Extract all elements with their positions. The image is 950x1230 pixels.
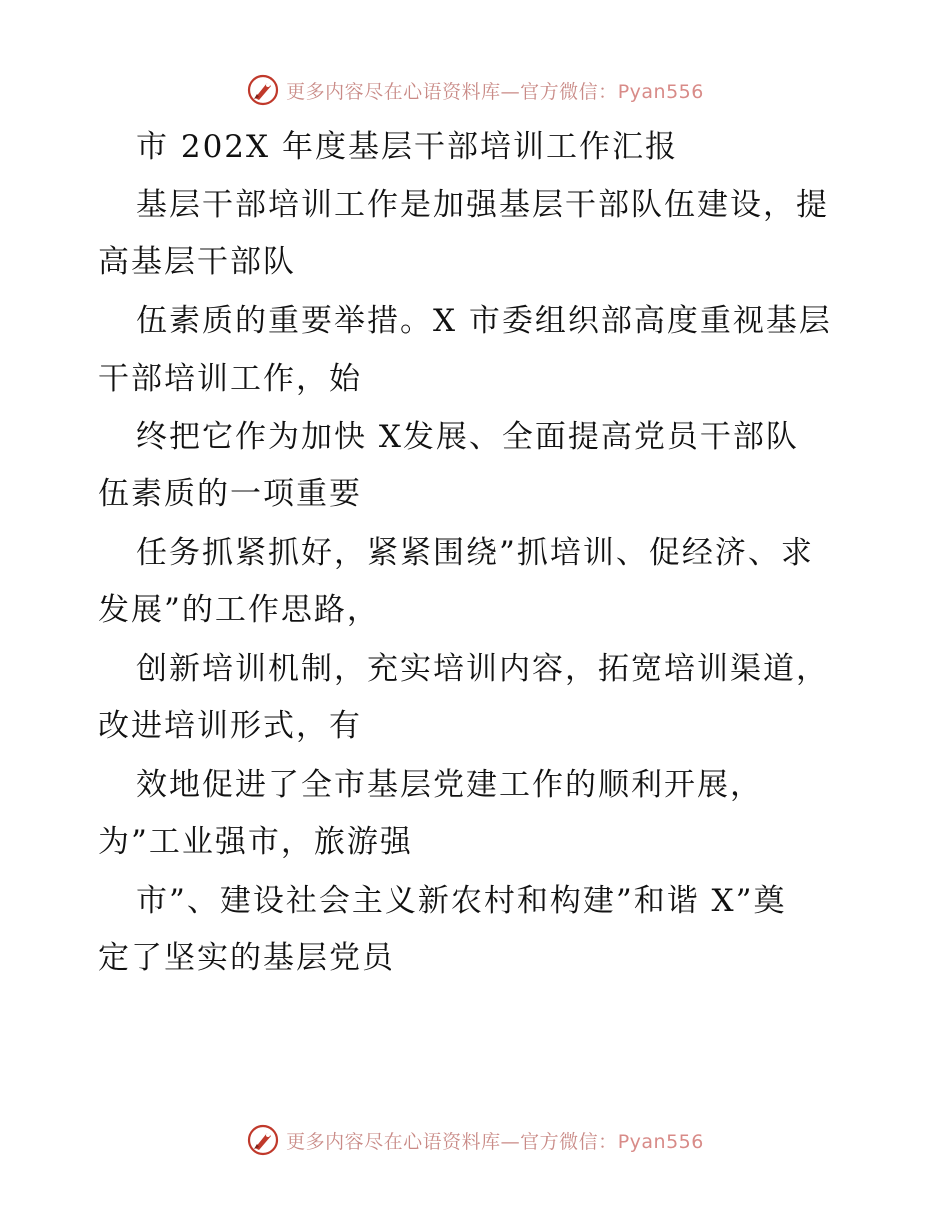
paragraph-line: 高基层干部队: [98, 244, 296, 280]
paragraph-line: 发展”的工作思路，: [98, 592, 380, 628]
paragraph-line: 改进培训形式，有: [98, 708, 362, 744]
paragraph-line: 定了坚实的基层党员: [98, 940, 395, 976]
watermark-brand-text: 更多内容尽在心语资料库: [286, 1130, 501, 1153]
paragraph-line: 市”、建设社会主义新农村和构建”和谐 X”奠: [136, 883, 787, 919]
watermark-official-label: 官方微信：: [520, 80, 618, 103]
watermark-account: Pyan556: [617, 1130, 704, 1153]
pen-nib-logo-icon: [246, 1123, 280, 1157]
watermark-separator: —: [500, 80, 521, 103]
paragraph-line: 任务抓紧抓好，紧紧围绕”抓培训、促经济、求: [136, 535, 814, 571]
paragraph-line: 效地促进了全市基层党建工作的顺利开展，: [136, 767, 763, 803]
paragraph-line: 干部培训工作，始: [98, 361, 362, 397]
footer-watermark: [0, 1120, 950, 1160]
watermark-official-label: 官方微信：: [520, 1130, 618, 1153]
paragraph-line: 终把它作为加快 X发展、全面提高党员干部队: [136, 419, 799, 455]
watermark-separator: —: [500, 1130, 521, 1153]
document-title: 市 202X 年度基层干部培训工作汇报: [136, 129, 678, 165]
paragraph-line: 为”工业强市，旅游强: [98, 824, 413, 860]
paragraph-line: 伍素质的一项重要: [98, 476, 362, 512]
paragraph-line: 伍素质的重要举措。X 市委组织部高度重视基层: [136, 303, 832, 339]
paragraph-line: 基层干部培训工作是加强基层干部队伍建设，提: [136, 187, 829, 223]
paragraph-line: 创新培训机制，充实培训内容，拓宽培训渠道，: [136, 651, 829, 687]
watermark-brand-text: 更多内容尽在心语资料库: [286, 80, 501, 103]
watermark-account: Pyan556: [617, 80, 704, 103]
